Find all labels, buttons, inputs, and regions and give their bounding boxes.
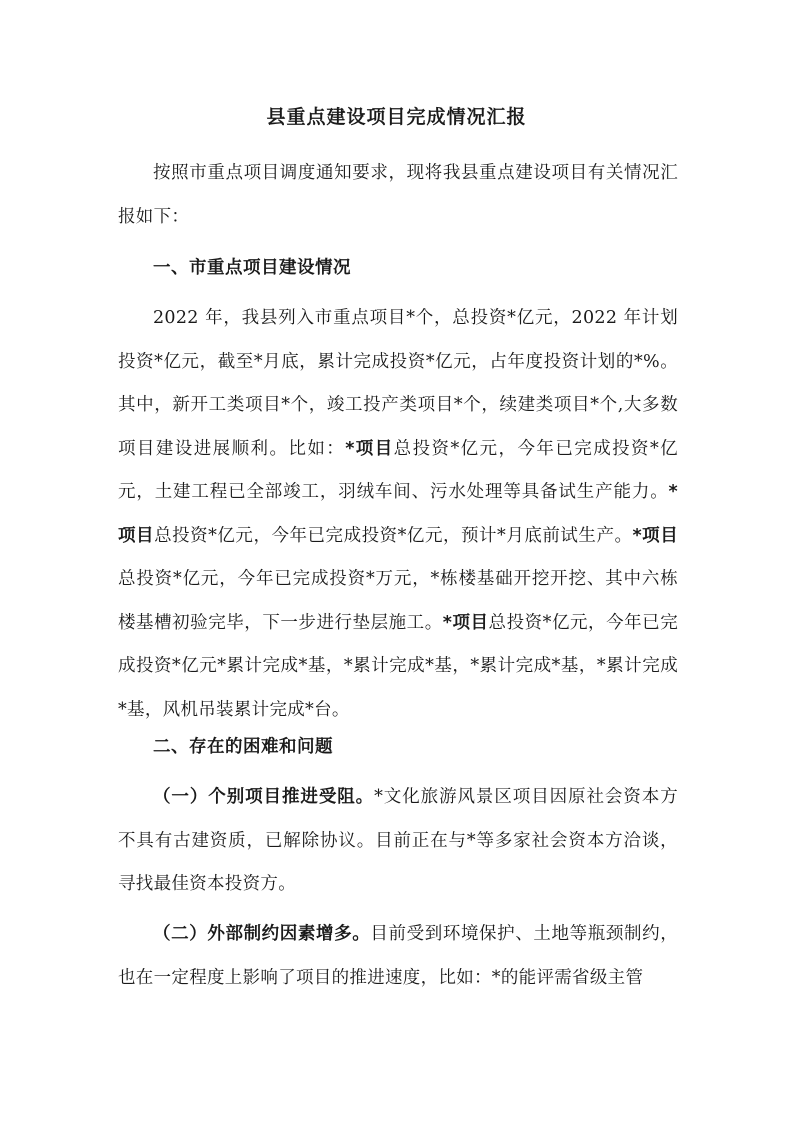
section1-heading: 一、市重点项目建设情况: [153, 258, 351, 278]
project-name: *项目: [345, 438, 394, 459]
intro-paragraph: 按照市重点项目调度通知要求，现将我县重点建设项目有关情况汇报如下：: [118, 163, 678, 227]
project-text: 总投资*亿元，今年已完成投资*亿元，土建工程已全部竣工，羽绒车间、污水处理等具备试生产能力。: [118, 438, 678, 502]
issue2-lead: （二）外部制约因素增多。: [153, 924, 371, 944]
document-title: 县重点建设项目完成情况汇报: [266, 106, 527, 128]
issue2-paragraph: [118, 913, 678, 1000]
project-name: *项目: [632, 525, 678, 546]
project-text: 总投资*亿元，今年已完成投资*万元，*栋楼基础开挖开挖、其中六栋楼基槽初验完毕，下一步进行垫层施工。: [118, 569, 678, 633]
section1-text: 2022 年，我县列入市重点项目*个，总投资*亿元，2022 年计划投资*亿元，截至*月底，累计完成投资*亿元，占年度投资计划的*%。其中，新开工类项目*个，竣工投产类项目*个，续建类项目*个,大多数项目建设进展顺利。比如：: [118, 308, 678, 459]
project-name: *项目: [442, 612, 489, 633]
issue1-paragraph: [118, 776, 678, 907]
issue1-text: *文化旅游风景区项目因原社会资本方不具有古建资质，已解除协议。目前正在与*等多家社会资本方洽谈，寻找最佳资本投资方。: [118, 787, 678, 894]
project-text: 总投资*亿元，今年已完成投资*亿元，预计*月底前试生产。: [154, 525, 633, 546]
project-name: *项目: [118, 482, 678, 546]
section2-heading: 二、存在的困难和问题: [153, 737, 333, 757]
issue2-text: 目前受到环境保护、土地等瓶颈制约，也在一定程度上影响了项目的推进速度，比如：*的能评需省级主管: [118, 924, 678, 988]
section1-paragraph: [118, 297, 678, 732]
project-text: 总投资*亿元，今年已完成投资*亿元*累计完成*基，*累计完成*基，*累计完成*基，*累计完成*基，风机吊装累计完成*台。: [118, 612, 678, 720]
issue1-lead: （一）个别项目推进受阻。: [153, 787, 375, 807]
